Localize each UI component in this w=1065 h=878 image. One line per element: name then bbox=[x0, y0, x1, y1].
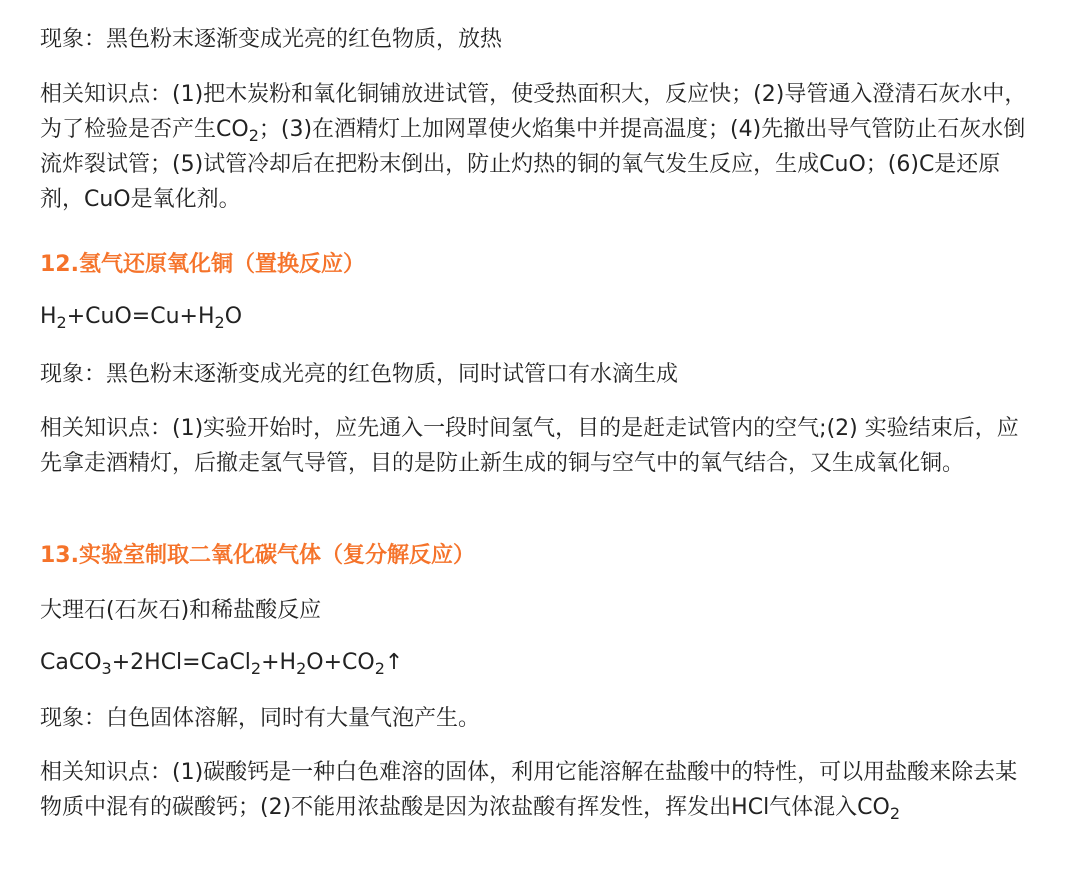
section-heading-12: 12.氢气还原氧化铜（置换反应） bbox=[40, 252, 365, 277]
knowledge-points-paragraph: 相关知识点：(1)实验开始时，应先通入一段时间氢气，目的是赶走试管内的空气;(2) 实验结束后，应先拿走酒精灯，后撤走氢气导管，目的是防止新生成的铜与空气中的氧气结合，又生成氧化铜。 bbox=[40, 416, 1019, 476]
knowledge-points-paragraph: 相关知识点：(1)把木炭粉和氧化铜铺放进试管，使受热面积大，反应快；(2)导管通入澄清石灰水中，为了检验是否产生$CO_2$；(3)在酒精灯上加网罩使火焰集中并提高温度；(4)先撤出导气管防止石灰水倒流炸裂试管；(5)试管冷却后在把粉末倒出，防止灼热的铜的氧气发生反应，生成CuO；(6)C是还原剂，CuO是氧化剂。 bbox=[40, 82, 1027, 212]
phenomenon-text: 现象：白色固体溶解，同时有大量气泡产生。 bbox=[40, 706, 481, 731]
reaction-description: 大理石(石灰石)和稀盐酸反应 bbox=[40, 598, 322, 623]
chemical-equation: $CaCO_3+2HCl=CaCl_2+H_2O+CO_2↑$ bbox=[40, 650, 404, 678]
phenomenon-text: 现象：黑色粉末逐渐变成光亮的红色物质，放热 bbox=[40, 27, 503, 52]
chemical-equation: $H_2+CuO=Cu+H_2O$ bbox=[40, 304, 243, 332]
knowledge-points-paragraph: 相关知识点：(1)碳酸钙是一种白色难溶的固体，利用它能溶解在盐酸中的特性，可以用盐酸来除去某物质中混有的碳酸钙；(2)不能用浓盐酸是因为浓盐酸有挥发性，挥发出HCl气体混入$CO_2$ bbox=[40, 760, 1018, 823]
phenomenon-text: 现象：黑色粉末逐渐变成光亮的红色物质，同时试管口有水滴生成 bbox=[40, 362, 679, 387]
section-heading-13: 13.实验室制取二氧化碳气体（复分解反应） bbox=[40, 543, 475, 568]
